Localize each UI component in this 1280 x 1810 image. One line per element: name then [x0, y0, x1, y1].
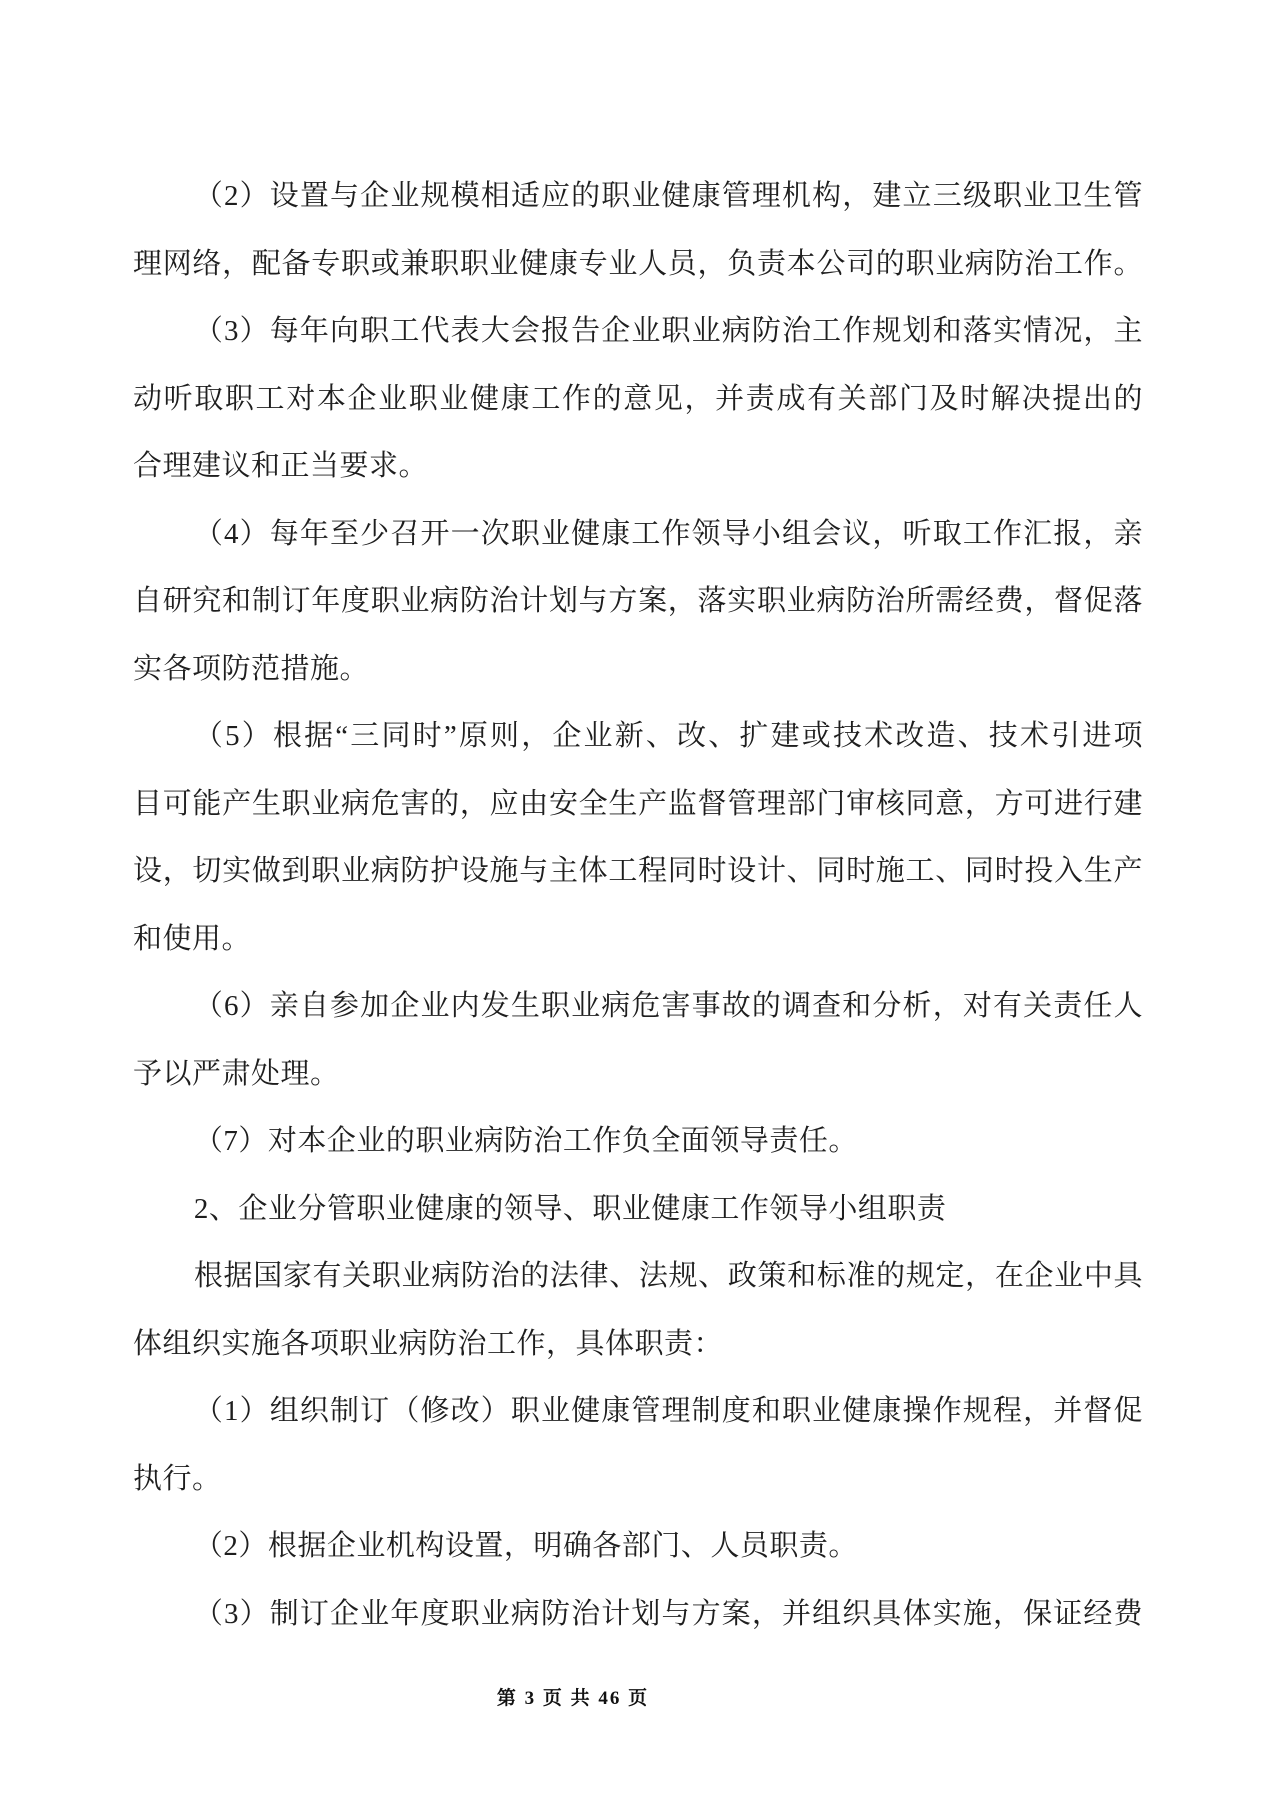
text-line: （3）制订企业年度职业病防治计划与方案，并组织具体实施，保证经费 — [193, 1597, 1143, 1630]
text-line: （6）亲自参加企业内发生职业病危害事故的调查和分析，对有关责任人 — [193, 990, 1143, 1022]
text-line: （1）组织制订（修改）职业健康管理制度和职业健康操作规程，并督促 — [193, 1395, 1143, 1427]
text-line: 理网络，配备专职或兼职职业健康专业人员，负责本公司的职业病防治工作。 — [133, 247, 1143, 280]
text-line: 动听取职工对本企业职业健康工作的意见，并责成有关部门及时解决提出的 — [133, 382, 1143, 415]
document-body — [133, 163, 1143, 1648]
text-line: （2）根据企业机构设置，明确各部门、人员职责。 — [193, 1530, 858, 1562]
text-line: 设，切实做到职业病防护设施与主体工程同时设计、同时施工、同时投入生产 — [133, 855, 1143, 887]
text-line: 体组织实施各项职业病防治工作，具体职责： — [133, 1327, 724, 1360]
text-line: （3）每年向职工代表大会报告企业职业病防治工作规划和落实情况，主 — [193, 315, 1143, 347]
text-line: （7）对本企业的职业病防治工作负全面领导责任。 — [193, 1125, 858, 1157]
text-line: 实各项防范措施。 — [133, 652, 370, 685]
page-footer — [497, 1683, 649, 1710]
page-number-text: 第 3 页 共 46 页 — [496, 1688, 650, 1709]
text-line: 2、企业分管职业健康的领导、职业健康工作领导小组职责 — [193, 1192, 947, 1225]
text-line: 目可能产生职业病危害的，应由安全生产监督管理部门审核同意，方可进行建 — [133, 787, 1143, 820]
text-line: （4）每年至少召开一次职业健康工作领导小组会议，听取工作汇报，亲 — [193, 517, 1143, 550]
text-line: （5）根据“三同时”原则，企业新、改、扩建或技术改造、技术引进项 — [193, 720, 1143, 752]
text-line: 予以严肃处理。 — [133, 1057, 340, 1090]
text-line: 和使用。 — [133, 922, 252, 955]
text-line: 根据国家有关职业病防治的法律、法规、政策和标准的规定，在企业中具 — [193, 1260, 1143, 1292]
text-line: （2）设置与企业规模相适应的职业健康管理机构，建立三级职业卫生管 — [193, 180, 1143, 212]
text-line: 合理建议和正当要求。 — [133, 450, 429, 482]
text-line: 自研究和制订年度职业病防治计划与方案，落实职业病防治所需经费，督促落 — [133, 585, 1143, 617]
text-line: 执行。 — [133, 1462, 222, 1495]
